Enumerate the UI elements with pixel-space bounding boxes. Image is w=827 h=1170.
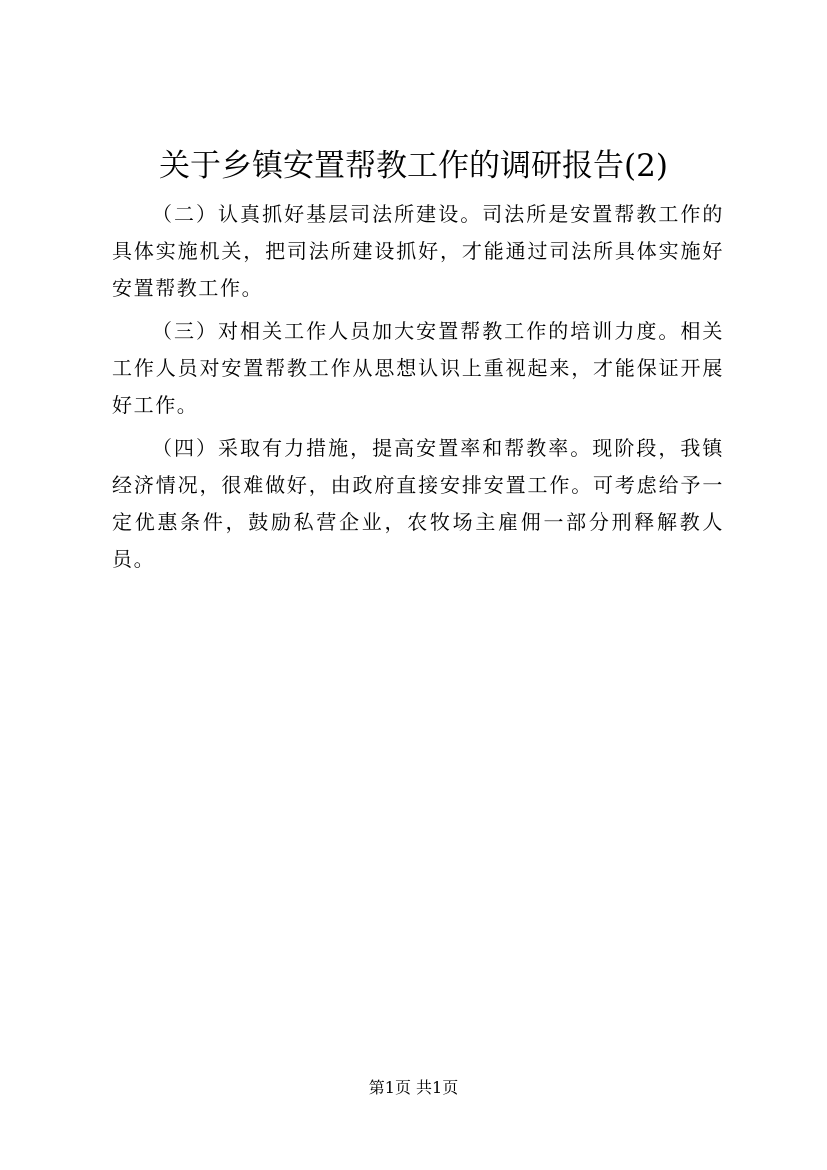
paragraph-4: （四）采取有力措施，提高安置率和帮教率。现阶段，我镇经济情况，很难做好，由政府直接安排安置工作。可考虑给予一定优惠条件，鼓励私营企业，农牧场主雇佣一部分刑释解教人员。 [112, 436, 724, 571]
document-title: 关于乡镇安置帮教工作的调研报告(2) [159, 148, 668, 184]
paragraph-3: （三）对相关工作人员加大安置帮教工作的培训力度。相关工作人员对安置帮教工作从思想认识上重视起来，才能保证开展好工作。 [112, 319, 724, 417]
page-number-footer: 第1页 共1页 [368, 1078, 459, 1097]
document-body [112, 196, 724, 584]
paragraph-2: （二）认真抓好基层司法所建设。司法所是安置帮教工作的具体实施机关，把司法所建设抓好，才能通过司法所具体实施好安置帮教工作。 [112, 202, 724, 300]
